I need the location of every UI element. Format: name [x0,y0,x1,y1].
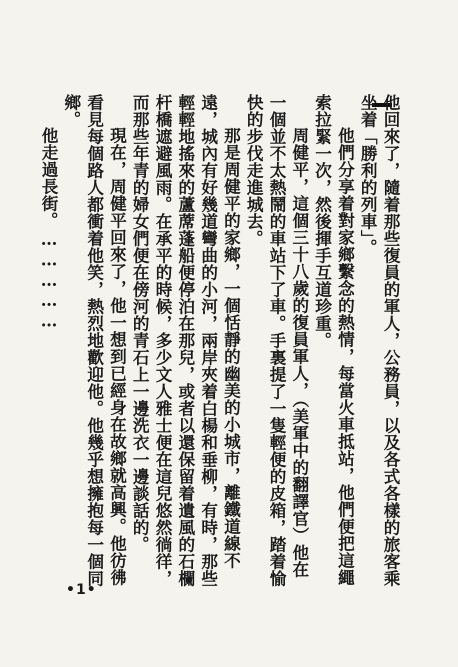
paragraph: 他走過長街。…………… [39,127,60,332]
page-number: •1• [66,582,97,598]
paragraph: 周健平，這個三十八歲的復員軍人，（美軍中的翻譯官）他在一個並不太熱鬧的車站下了車。手裏提了一隻輕便的皮箱，踏着愉快的步伐走進城去。 [244,94,310,587]
body-text [37,94,402,594]
paragraph: 他們分享着對家鄉繫念的熱情，每當火車抵站，他們便把這繩索拉緊一次，然後揮手互道珍重。 [312,94,356,587]
paragraph: 那是周健平的家鄉，一個恬靜的幽美的小城市，離鐵道線不遠，城內有好幾道彎曲的小河，兩岸夾着白楊和垂柳，有時，那些輕輕地搖來的蘆蓆蓬船便停泊在那兒，或者以還保留着遺風的石欄杆橋遮避風雨。在承平的時候，多少文人雅士便在這兒悠然徜徉，而那些年青的婦女們便在傍河的青石上一邊洗衣一邊談話的。 [130,94,242,587]
paragraph: 現在，周健平回來了，他一想到已經身在故鄉就高興。他彷彿看見每個路人都衝着他笑，熱烈地歡迎他。他幾乎想擁抱每一個同鄉。 [61,94,128,587]
paragraph: 他回來了，隨着那些復員的軍人，公務員，以及各式各樣的旅客乘坐着「勝利的列車」。 [358,94,401,587]
